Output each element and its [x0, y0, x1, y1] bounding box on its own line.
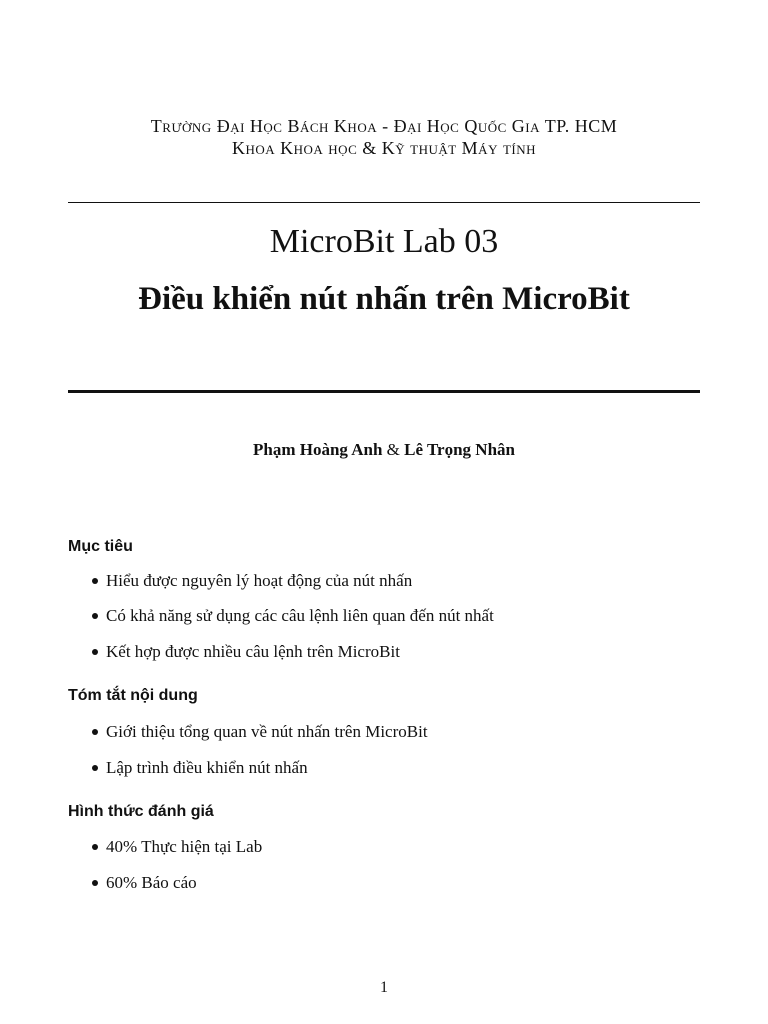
list-item-text: Lập trình điều khiển nút nhấn [106, 758, 308, 777]
bullet-icon [92, 844, 98, 850]
bullet-icon [92, 578, 98, 584]
list-item [92, 757, 308, 779]
bullet-icon [92, 880, 98, 886]
section-heading-objectives: Mục tiêu [68, 538, 133, 555]
bullet-icon [92, 765, 98, 771]
faculty-name: Khoa Khoa học & Kỹ thuật Máy tính [231, 138, 537, 158]
doc-subtitle: Điều khiển nút nhấn trên MicroBit [138, 281, 630, 317]
bullet-icon [92, 649, 98, 655]
section-heading-assessment: Hình thức đánh giá [68, 803, 214, 820]
list-item-text: Có khả năng sử dụng các câu lệnh liên quan đến nút nhất [106, 606, 494, 625]
list-item-text: Kết hợp được nhiều câu lệnh trên MicroBit [106, 642, 400, 661]
section-heading-summary: Tóm tắt nội dung [68, 687, 198, 704]
title-rule-bottom [68, 390, 700, 393]
list-item [92, 872, 197, 894]
author-separator: & [386, 440, 400, 459]
list-item-text: 40% Thực hiện tại Lab [106, 837, 263, 856]
list-item-text: 60% Báo cáo [106, 873, 197, 892]
bullet-icon [92, 613, 98, 619]
bullet-icon [92, 729, 98, 735]
list-item [92, 605, 494, 627]
list-item-text: Hiểu được nguyên lý hoạt động của nút nhấn [106, 571, 413, 590]
university-name: Trường Đại Học Bách Khoa - Đại Học Quốc Gia TP. HCM [150, 116, 618, 136]
list-item [92, 721, 428, 743]
authors-line [0, 439, 768, 461]
list-item [92, 836, 262, 858]
doc-title: MicroBit Lab 03 [269, 223, 499, 260]
list-item-text: Giới thiệu tổng quan về nút nhấn trên MicroBit [106, 722, 428, 741]
page-number: 1 [380, 979, 388, 996]
author-2: Lê Trọng Nhân [404, 440, 515, 459]
author-1: Phạm Hoàng Anh [252, 440, 383, 459]
title-rule-top [68, 202, 700, 203]
list-item [92, 570, 412, 592]
list-item [92, 641, 400, 663]
